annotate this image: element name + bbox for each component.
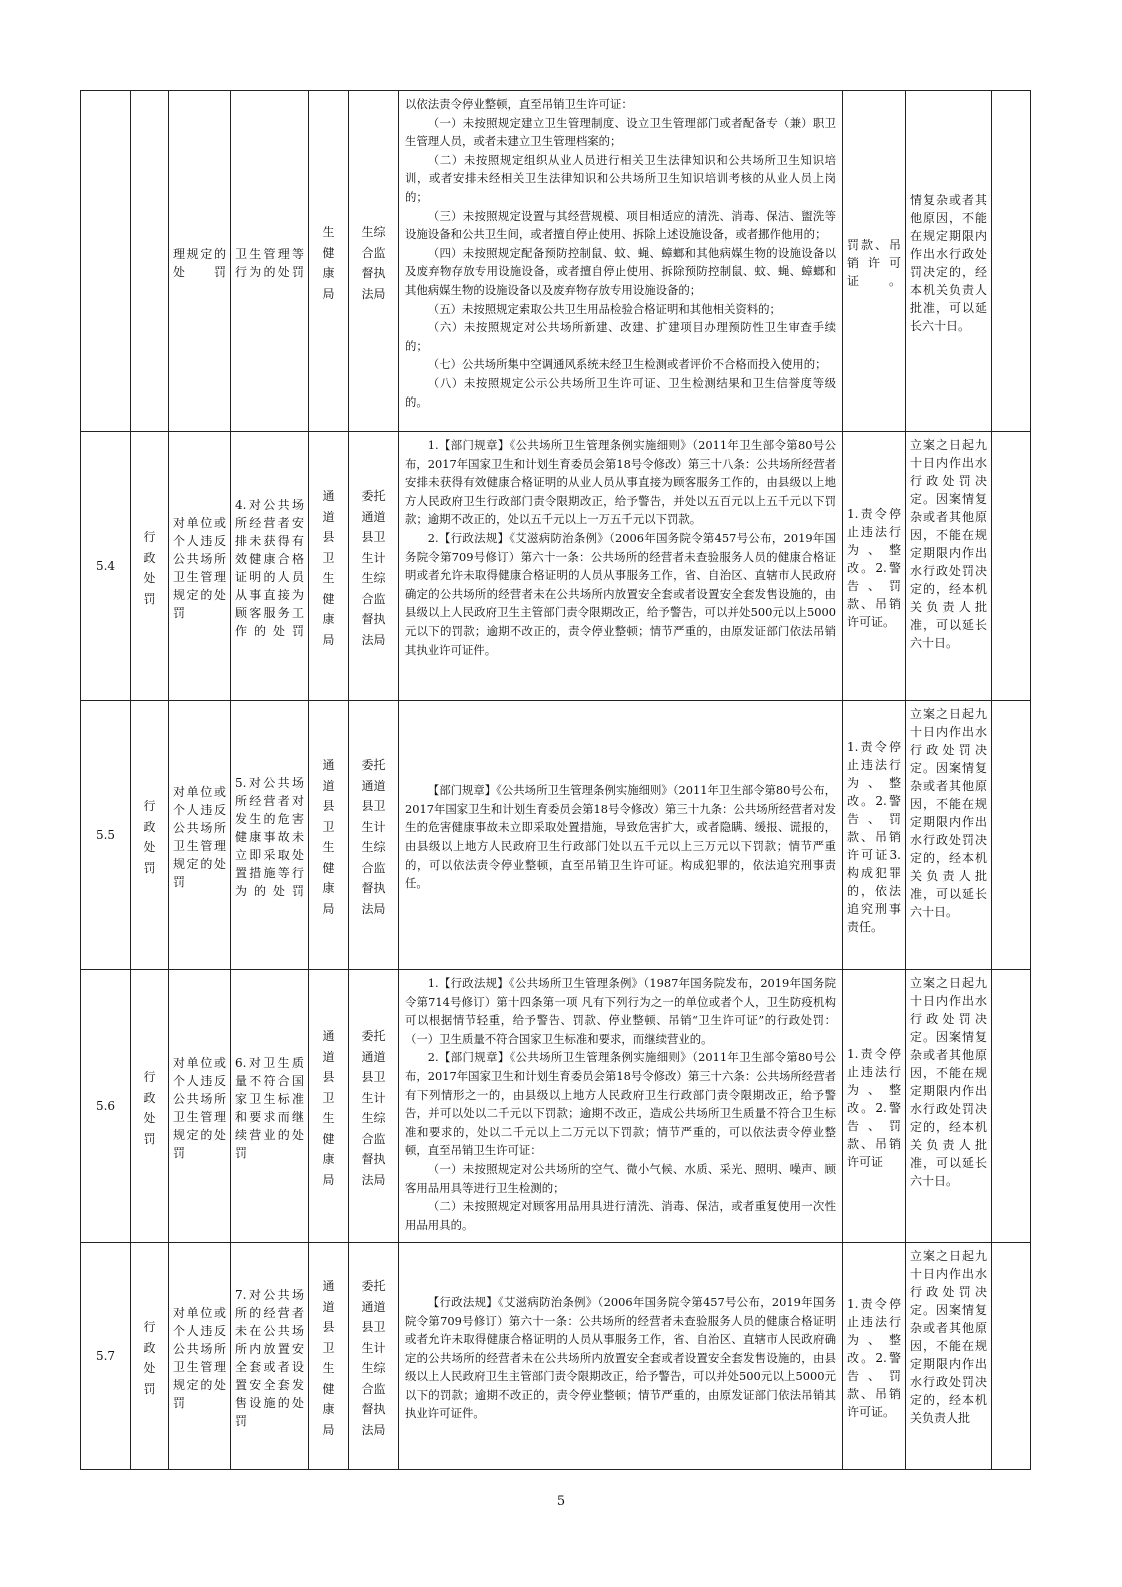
item-name: 7.对公共场所的经营者未在公共场所内放置安全套或者设置安全套发售设施的处罚 — [231, 1243, 309, 1470]
item-number: 5.7 — [81, 1243, 131, 1470]
item-action: 1.责令停止违法行为、整改。2.警告、罚款、吊销许可证 — [843, 970, 906, 1243]
item-executor: 委托通道县卫生计生综合监督执法局 — [349, 1243, 399, 1470]
table-row — [81, 1243, 1031, 1470]
item-action: 罚款、吊销许可证。 — [843, 91, 906, 432]
item-executor: 生综合监督执法局 — [349, 91, 399, 432]
item-category — [131, 91, 169, 432]
item-department: 通道县卫生健康局 — [309, 970, 349, 1243]
page-number: 5 — [556, 1494, 566, 1509]
item-name: 卫生管理等行为的处罚 — [231, 91, 309, 432]
table-row — [81, 970, 1031, 1243]
item-subject: 对单位或个人违反公共场所卫生管理规定的处罚 — [169, 432, 231, 701]
item-subject: 对单位或个人违反公共场所卫生管理规定的处罚 — [169, 701, 231, 970]
item-category: 行政处罚 — [131, 701, 169, 970]
item-time-limit: 立案之日起九十日内作出水行政处罚决定。因案情复杂或者其他原因，不能在规定期限内作出水行政处罚决定的，经本机关负责人批准，可以延长六十日。 — [906, 970, 992, 1243]
item-subject: 理规定的处罚 — [169, 91, 231, 432]
item-department: 生健康局 — [309, 91, 349, 432]
item-legal-basis: 【部门规章】《公共场所卫生管理条例实施细则》（2011年卫生部令第80号公布，2017年国家卫生和计划生育委员会第18号令修改）第三十九条：公共场所经营者对发生的危害健康事故未立即采取处置措施，导致危害扩大，或者隐瞒、缓报、谎报的，由县级以上地方人民政府卫生行政部门处以五千元以上三万元以下罚款；情节严重的，可以依法责令停业整顿，直至吊销卫生许可证。构成犯罪的，依法追究刑事责任。 — [399, 701, 843, 970]
item-legal-basis: 以依法责令停业整顿，直至吊销卫生许可证： （一）未按照规定建立卫生管理制度、设立卫生管理部门或者配备专（兼）职卫生管理人员，或者未建立卫生管理档案的； （二）未按照规定组织从业人员进行相关卫生法律知识和公共场所卫生知识培训，或者安排未经相关卫生法律知识和公共场所卫生知识培训考核的从业人员上岗的； （三）未按照规定设置与其经营规模、项目相适应的清洗、消毒、保洁、盥洗等设施设备和公共卫生间，或者擅自停止使用、拆除上述设施设备，或者挪作他用的； （四）未按照规定配备预防控制鼠、蚊、蝇、蟑螂和其他病媒生物的设施设备以及废弃物存放专用设施设备，或者擅自停止使用、拆除预防控制鼠、蚊、蝇、蟑螂和其他病媒生物的设施设备以及废弃物存放专用设施设备的； （五）未按照规定索取公共卫生用品检验合格证明和其他相关资料的； （六）未按照规定对公共场所新建、改建、扩建项目办理预防性卫生审查手续的； （七）公共场所集中空调通风系统未经卫生检测或者评价不合格而投入使用的； （八）未按照规定公示公共场所卫生许可证、卫生检测结果和卫生信誉度等级的。 — [399, 91, 843, 432]
item-department: 通道县卫生健康局 — [309, 701, 349, 970]
item-legal-basis: 1.【部门规章】《公共场所卫生管理条例实施细则》（2011年卫生部令第80号公布，2017年国家卫生和计划生育委员会第18号令修改）第三十八条：公共场所经营者安排未获得有效健康合格证明的从业人员从事直接为顾客服务工作的，由县级以上地方人民政府卫生行政部门责令限期改正，给予警告，并处以五百元以上五千元以下罚款；逾期不改正的，处以五千元以上一万五千元以下罚款。 2.【行政法规】《艾滋病防治条例》（2006年国务院令第457号公布，2019年国务院令第709号修订）第六十一条：公共场所的经营者未查验服务人员的健康合格证明或者允许未取得健康合格证明的人员从事服务工作，省、自治区、直辖市人民政府确定的公共场所的经营者未在公共场所内放置安全套或者设置安全套发售设施的，由县级以上人民政府卫生主管部门责令限期改正，给予警告，可以并处500元以上5000元以下的罚款；逾期不改正的，责令停业整顿；情节严重的，由原发证部门依法吊销其执业许可证件。 — [399, 432, 843, 701]
item-action: 1.责令停止违法行为、整改。2.警告、罚款、吊销许可证3.构成犯罪的，依法追究刑事责任。 — [843, 701, 906, 970]
item-executor: 委托通道县卫生计生综合监督执法局 — [349, 432, 399, 701]
item-time-limit: 情复杂或者其他原因，不能在规定期限内作出水行政处罚决定的，经本机关负责人批准，可以延长六十日。 — [906, 91, 992, 432]
item-remark — [992, 91, 1031, 432]
item-executor: 委托通道县卫生计生综合监督执法局 — [349, 970, 399, 1243]
table-row — [81, 701, 1031, 970]
item-number: 5.6 — [81, 970, 131, 1243]
item-legal-basis: 1.【行政法规】《公共场所卫生管理条例》（1987年国务院发布，2019年国务院令第714号修订）第十四条第一项 凡有下列行为之一的单位或者个人，卫生防疫机构可以根据情节轻重，给予警告、罚款、停业整顿、吊销“卫生许可证”的行政处罚：（一）卫生质量不符合国家卫生标准和要求，而继续营业的。 2.【部门规章】《公共场所卫生管理条例实施细则》（2011年卫生部令第80号公布，2017年国家卫生和计划生育委员会第18号令修改）第三十六条：公共场所经营者有下列情形之一的，由县级以上地方人民政府卫生行政部门责令限期改正，给予警告，并可以处以二千元以下罚款；逾期不改正，造成公共场所卫生质量不符合卫生标准和要求的，处以二千元以上二万元以下罚款；情节严重的，可以依法责令停业整顿，直至吊销卫生许可证： （一）未按照规定对公共场所的空气、微小气候、水质、采光、照明、噪声、顾客用品用具等进行卫生检测的； （二）未按照规定对顾客用品用具进行清洗、消毒、保洁，或者重复使用一次性用品用具的。 — [399, 970, 843, 1243]
item-category: 行政处罚 — [131, 432, 169, 701]
item-remark — [992, 701, 1031, 970]
item-number: 5.4 — [81, 432, 131, 701]
item-subject: 对单位或个人违反公共场所卫生管理规定的处罚 — [169, 1243, 231, 1470]
item-executor: 委托通道县卫生计生综合监督执法局 — [349, 701, 399, 970]
item-action: 1.责令停止违法行为、整改。2.警告、罚款、吊销许可证。 — [843, 1243, 906, 1470]
item-time-limit: 立案之日起九十日内作出水行政处罚决定。因案情复杂或者其他原因，不能在规定期限内作出水行政处罚决定的，经本机关负责人批准，可以延长六十日。 — [906, 701, 992, 970]
item-remark — [992, 1243, 1031, 1470]
item-name: 6.对卫生质量不符合国家卫生标准和要求而继续营业的处罚 — [231, 970, 309, 1243]
item-name: 5.对公共场所经营者对发生的危害健康事故未立即采取处置措施等行为的处罚 — [231, 701, 309, 970]
item-subject: 对单位或个人违反公共场所卫生管理规定的处罚 — [169, 970, 231, 1243]
table-row — [81, 432, 1031, 701]
item-department: 通道县卫生健康局 — [309, 1243, 349, 1470]
item-remark — [992, 970, 1031, 1243]
item-number: 5.5 — [81, 701, 131, 970]
item-legal-basis: 【行政法规】《艾滋病防治条例》（2006年国务院令第457号公布，2019年国务院令第709号修订）第六十一条：公共场所的经营者未查验服务人员的健康合格证明或者允许未取得健康合格证明的人员从事服务工作，省、自治区、直辖市人民政府确定的公共场所的经营者未在公共场所内放置安全套或者设置安全套发售设施的，由县级以上人民政府卫生主管部门责令限期改正，给予警告，可以并处500元以上5000元以下的罚款；逾期不改正的，责令停业整顿；情节严重的，由原发证部门依法吊销其执业许可证件。 — [399, 1243, 843, 1470]
item-category: 行政处罚 — [131, 1243, 169, 1470]
item-category: 行政处罚 — [131, 970, 169, 1243]
authority-table — [80, 90, 1031, 1470]
item-department: 通道县卫生健康局 — [309, 432, 349, 701]
table-row — [81, 91, 1031, 432]
item-remark — [992, 432, 1031, 701]
item-action: 1.责令停止违法行为、整改。2.警告、罚款、吊销许可证。 — [843, 432, 906, 701]
item-name: 4.对公共场所经营者安排未获得有效健康合格证明的人员从事直接为顾客服务工作的处罚 — [231, 432, 309, 701]
item-number — [81, 91, 131, 432]
item-time-limit: 立案之日起九十日内作出水行政处罚决定。因案情复杂或者其他原因，不能在规定期限内作出水行政处罚决定的，经本机关负责人批 — [906, 1243, 992, 1470]
item-time-limit: 立案之日起九十日内作出水行政处罚决定。因案情复杂或者其他原因，不能在规定期限内作出水行政处罚决定的，经本机关负责人批准，可以延长六十日。 — [906, 432, 992, 701]
